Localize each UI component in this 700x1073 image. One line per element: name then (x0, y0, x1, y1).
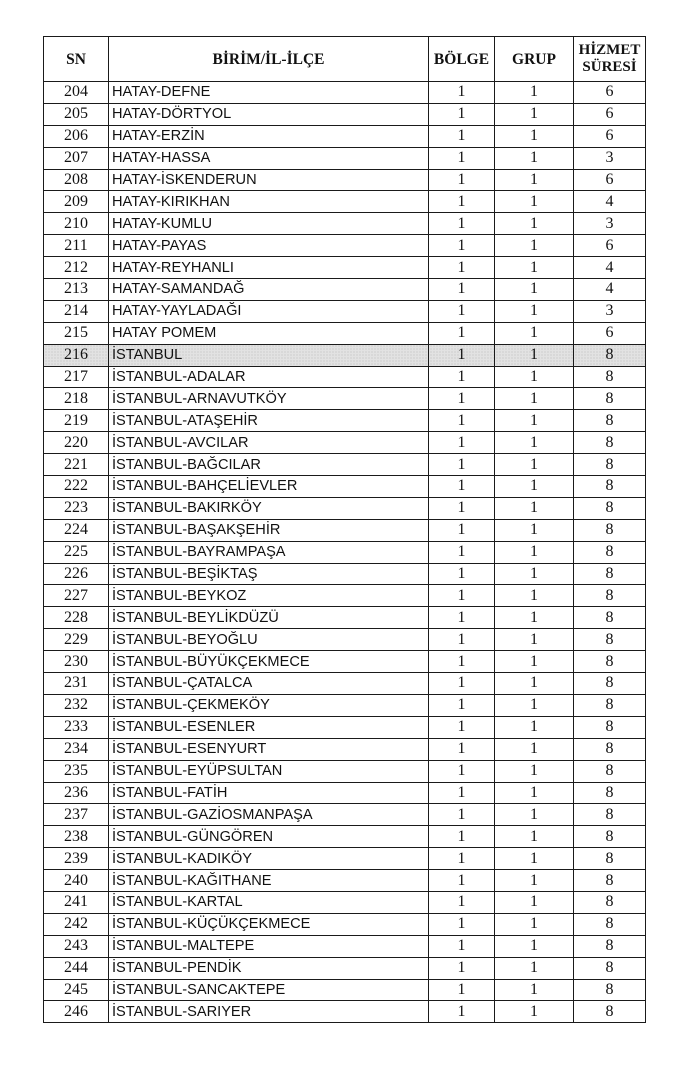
cell-region: 1 (429, 541, 495, 563)
cell-group: 1 (495, 497, 574, 519)
cell-region: 1 (429, 563, 495, 585)
cell-sn: 231 (44, 673, 109, 695)
cell-unit-name: İSTANBUL-MALTEPE (109, 935, 429, 957)
cell-service-duration: 8 (574, 497, 646, 519)
cell-service-duration: 8 (574, 607, 646, 629)
cell-service-duration: 3 (574, 147, 646, 169)
cell-service-duration: 8 (574, 782, 646, 804)
cell-group: 1 (495, 300, 574, 322)
table-row (44, 716, 646, 738)
table-row (44, 629, 646, 651)
table-row (44, 563, 646, 585)
table-row (44, 870, 646, 892)
cell-region: 1 (429, 782, 495, 804)
cell-sn: 240 (44, 870, 109, 892)
cell-sn: 239 (44, 848, 109, 870)
cell-sn: 237 (44, 804, 109, 826)
cell-region: 1 (429, 235, 495, 257)
cell-group: 1 (495, 782, 574, 804)
cell-sn: 217 (44, 366, 109, 388)
table-row (44, 213, 646, 235)
cell-group: 1 (495, 366, 574, 388)
cell-group: 1 (495, 738, 574, 760)
table-row (44, 935, 646, 957)
cell-service-duration: 4 (574, 191, 646, 213)
cell-group: 1 (495, 804, 574, 826)
cell-unit-name: İSTANBUL-GÜNGÖREN (109, 826, 429, 848)
cell-unit-name: HATAY-HASSA (109, 147, 429, 169)
cell-unit-name: HATAY POMEM (109, 322, 429, 344)
cell-unit-name: İSTANBUL-KARTAL (109, 891, 429, 913)
cell-group: 1 (495, 607, 574, 629)
cell-group: 1 (495, 716, 574, 738)
cell-unit-name: HATAY-DEFNE (109, 82, 429, 104)
cell-sn: 207 (44, 147, 109, 169)
cell-unit-name: İSTANBUL-BAŞAKŞEHİR (109, 519, 429, 541)
cell-unit-name: HATAY-YAYLADAĞI (109, 300, 429, 322)
cell-unit-name: İSTANBUL-BÜYÜKÇEKMECE (109, 651, 429, 673)
cell-region: 1 (429, 82, 495, 104)
cell-sn: 236 (44, 782, 109, 804)
document-page (43, 36, 645, 1023)
table-row (44, 760, 646, 782)
cell-region: 1 (429, 366, 495, 388)
cell-unit-name: İSTANBUL-FATİH (109, 782, 429, 804)
cell-service-duration: 8 (574, 738, 646, 760)
cell-unit-name: İSTANBUL-GAZİOSMANPAŞA (109, 804, 429, 826)
cell-region: 1 (429, 257, 495, 279)
table-row (44, 125, 646, 147)
cell-sn: 218 (44, 388, 109, 410)
cell-service-duration: 8 (574, 760, 646, 782)
cell-service-duration: 3 (574, 213, 646, 235)
table-row (44, 366, 646, 388)
cell-service-duration: 8 (574, 344, 646, 366)
cell-service-duration: 3 (574, 300, 646, 322)
cell-sn: 223 (44, 497, 109, 519)
cell-group: 1 (495, 585, 574, 607)
cell-group: 1 (495, 629, 574, 651)
cell-group: 1 (495, 454, 574, 476)
table-row (44, 497, 646, 519)
cell-region: 1 (429, 870, 495, 892)
cell-group: 1 (495, 147, 574, 169)
cell-region: 1 (429, 497, 495, 519)
cell-region: 1 (429, 629, 495, 651)
cell-group: 1 (495, 541, 574, 563)
cell-region: 1 (429, 147, 495, 169)
cell-unit-name: İSTANBUL-BEYKOZ (109, 585, 429, 607)
cell-region: 1 (429, 476, 495, 498)
cell-unit-name: HATAY-DÖRTYOL (109, 103, 429, 125)
cell-sn: 221 (44, 454, 109, 476)
table-row (44, 103, 646, 125)
cell-service-duration: 8 (574, 891, 646, 913)
cell-sn: 206 (44, 125, 109, 147)
cell-sn: 227 (44, 585, 109, 607)
cell-group: 1 (495, 563, 574, 585)
header-unit-name: BİRİM/İL-İLÇE (109, 37, 429, 82)
cell-unit-name: İSTANBUL-BAHÇELİEVLER (109, 476, 429, 498)
cell-service-duration: 8 (574, 432, 646, 454)
cell-group: 1 (495, 82, 574, 104)
cell-sn: 210 (44, 213, 109, 235)
table-row (44, 235, 646, 257)
cell-sn: 212 (44, 257, 109, 279)
cell-sn: 226 (44, 563, 109, 585)
cell-region: 1 (429, 607, 495, 629)
cell-sn: 220 (44, 432, 109, 454)
cell-region: 1 (429, 388, 495, 410)
cell-unit-name: İSTANBUL-BAĞCILAR (109, 454, 429, 476)
cell-group: 1 (495, 388, 574, 410)
cell-service-duration: 8 (574, 519, 646, 541)
cell-group: 1 (495, 694, 574, 716)
cell-unit-name: İSTANBUL-AVCILAR (109, 432, 429, 454)
cell-group: 1 (495, 432, 574, 454)
cell-sn: 216 (44, 344, 109, 366)
cell-service-duration: 8 (574, 410, 646, 432)
cell-service-duration: 8 (574, 979, 646, 1001)
cell-group: 1 (495, 257, 574, 279)
cell-unit-name: İSTANBUL-ADALAR (109, 366, 429, 388)
cell-sn: 215 (44, 322, 109, 344)
cell-unit-name: HATAY-PAYAS (109, 235, 429, 257)
cell-region: 1 (429, 651, 495, 673)
cell-service-duration: 6 (574, 235, 646, 257)
cell-service-duration: 8 (574, 541, 646, 563)
cell-region: 1 (429, 979, 495, 1001)
table-row (44, 891, 646, 913)
cell-region: 1 (429, 673, 495, 695)
cell-region: 1 (429, 432, 495, 454)
table-row (44, 826, 646, 848)
cell-sn: 230 (44, 651, 109, 673)
table-header (44, 37, 646, 82)
cell-sn: 228 (44, 607, 109, 629)
cell-sn: 211 (44, 235, 109, 257)
cell-region: 1 (429, 191, 495, 213)
cell-group: 1 (495, 891, 574, 913)
cell-service-duration: 8 (574, 629, 646, 651)
cell-group: 1 (495, 213, 574, 235)
table-row (44, 344, 646, 366)
cell-group: 1 (495, 519, 574, 541)
table-row (44, 848, 646, 870)
cell-region: 1 (429, 300, 495, 322)
table-row (44, 322, 646, 344)
cell-service-duration: 8 (574, 716, 646, 738)
cell-group: 1 (495, 103, 574, 125)
table-row (44, 1001, 646, 1023)
table-row (44, 519, 646, 541)
cell-group: 1 (495, 344, 574, 366)
table-row (44, 913, 646, 935)
table-row (44, 82, 646, 104)
cell-unit-name: İSTANBUL-PENDİK (109, 957, 429, 979)
cell-sn: 235 (44, 760, 109, 782)
cell-unit-name: İSTANBUL-BEYLİKDÜZÜ (109, 607, 429, 629)
cell-service-duration: 8 (574, 476, 646, 498)
table-row (44, 410, 646, 432)
cell-region: 1 (429, 454, 495, 476)
cell-group: 1 (495, 935, 574, 957)
cell-group: 1 (495, 191, 574, 213)
cell-region: 1 (429, 891, 495, 913)
table-row (44, 279, 646, 301)
cell-group: 1 (495, 913, 574, 935)
header-region: BÖLGE (429, 37, 495, 82)
cell-sn: 245 (44, 979, 109, 1001)
table-row (44, 191, 646, 213)
cell-unit-name: İSTANBUL-BAYRAMPAŞA (109, 541, 429, 563)
cell-region: 1 (429, 169, 495, 191)
cell-unit-name: İSTANBUL-ARNAVUTKÖY (109, 388, 429, 410)
cell-sn: 204 (44, 82, 109, 104)
table-row (44, 651, 646, 673)
cell-service-duration: 8 (574, 935, 646, 957)
table-row (44, 738, 646, 760)
table-row (44, 541, 646, 563)
header-service-duration-line1: HİZMET (578, 42, 641, 58)
cell-region: 1 (429, 848, 495, 870)
table-body (44, 82, 646, 1023)
cell-unit-name: İSTANBUL-KÜÇÜKÇEKMECE (109, 913, 429, 935)
cell-unit-name: İSTANBUL-KAĞITHANE (109, 870, 429, 892)
cell-region: 1 (429, 913, 495, 935)
cell-sn: 222 (44, 476, 109, 498)
cell-unit-name: HATAY-SAMANDAĞ (109, 279, 429, 301)
cell-region: 1 (429, 585, 495, 607)
cell-unit-name: HATAY-İSKENDERUN (109, 169, 429, 191)
cell-sn: 246 (44, 1001, 109, 1023)
table-row (44, 607, 646, 629)
cell-group: 1 (495, 760, 574, 782)
table-row (44, 454, 646, 476)
header-sn: SN (44, 37, 109, 82)
cell-group: 1 (495, 870, 574, 892)
cell-group: 1 (495, 979, 574, 1001)
cell-sn: 232 (44, 694, 109, 716)
cell-service-duration: 8 (574, 563, 646, 585)
table-row (44, 169, 646, 191)
cell-group: 1 (495, 651, 574, 673)
cell-service-duration: 8 (574, 913, 646, 935)
cell-unit-name: İSTANBUL-ESENYURT (109, 738, 429, 760)
cell-unit-name: İSTANBUL-BEŞİKTAŞ (109, 563, 429, 585)
cell-sn: 234 (44, 738, 109, 760)
cell-unit-name: İSTANBUL-ÇEKMEKÖY (109, 694, 429, 716)
cell-unit-name: İSTANBUL-BEYOĞLU (109, 629, 429, 651)
cell-service-duration: 8 (574, 826, 646, 848)
table-row (44, 257, 646, 279)
cell-sn: 224 (44, 519, 109, 541)
cell-region: 1 (429, 519, 495, 541)
cell-sn: 229 (44, 629, 109, 651)
table-row (44, 432, 646, 454)
cell-group: 1 (495, 476, 574, 498)
table-row (44, 782, 646, 804)
cell-service-duration: 8 (574, 848, 646, 870)
table-row (44, 694, 646, 716)
cell-group: 1 (495, 279, 574, 301)
cell-service-duration: 6 (574, 125, 646, 147)
cell-unit-name: İSTANBUL-SARIYER (109, 1001, 429, 1023)
cell-region: 1 (429, 694, 495, 716)
cell-unit-name: İSTANBUL-KADIKÖY (109, 848, 429, 870)
cell-region: 1 (429, 103, 495, 125)
cell-group: 1 (495, 322, 574, 344)
cell-service-duration: 4 (574, 257, 646, 279)
cell-region: 1 (429, 344, 495, 366)
cell-service-duration: 8 (574, 366, 646, 388)
header-service-duration (574, 37, 646, 82)
cell-service-duration: 8 (574, 957, 646, 979)
cell-group: 1 (495, 957, 574, 979)
cell-sn: 209 (44, 191, 109, 213)
cell-sn: 241 (44, 891, 109, 913)
cell-unit-name: İSTANBUL (109, 344, 429, 366)
cell-group: 1 (495, 235, 574, 257)
cell-unit-name: HATAY-ERZİN (109, 125, 429, 147)
cell-sn: 225 (44, 541, 109, 563)
cell-region: 1 (429, 760, 495, 782)
cell-service-duration: 8 (574, 585, 646, 607)
cell-service-duration: 6 (574, 169, 646, 191)
cell-region: 1 (429, 279, 495, 301)
cell-unit-name: HATAY-REYHANLI (109, 257, 429, 279)
cell-sn: 213 (44, 279, 109, 301)
cell-service-duration: 8 (574, 673, 646, 695)
table-row (44, 388, 646, 410)
header-row (44, 37, 646, 82)
cell-sn: 242 (44, 913, 109, 935)
cell-region: 1 (429, 213, 495, 235)
cell-group: 1 (495, 848, 574, 870)
cell-unit-name: İSTANBUL-EYÜPSULTAN (109, 760, 429, 782)
cell-group: 1 (495, 169, 574, 191)
cell-unit-name: İSTANBUL-ÇATALCA (109, 673, 429, 695)
cell-service-duration: 4 (574, 279, 646, 301)
cell-service-duration: 8 (574, 454, 646, 476)
cell-service-duration: 6 (574, 322, 646, 344)
cell-sn: 214 (44, 300, 109, 322)
cell-sn: 238 (44, 826, 109, 848)
header-service-duration-line2: SÜRESİ (582, 59, 637, 75)
cell-group: 1 (495, 410, 574, 432)
cell-sn: 205 (44, 103, 109, 125)
cell-unit-name: HATAY-KUMLU (109, 213, 429, 235)
table-row (44, 585, 646, 607)
cell-region: 1 (429, 957, 495, 979)
table-row (44, 979, 646, 1001)
cell-service-duration: 6 (574, 82, 646, 104)
cell-sn: 233 (44, 716, 109, 738)
cell-unit-name: İSTANBUL-BAKIRKÖY (109, 497, 429, 519)
cell-region: 1 (429, 935, 495, 957)
table-row (44, 804, 646, 826)
cell-service-duration: 8 (574, 870, 646, 892)
cell-region: 1 (429, 410, 495, 432)
cell-sn: 243 (44, 935, 109, 957)
cell-sn: 244 (44, 957, 109, 979)
cell-region: 1 (429, 125, 495, 147)
cell-service-duration: 8 (574, 804, 646, 826)
cell-group: 1 (495, 125, 574, 147)
table-row (44, 673, 646, 695)
table-row (44, 476, 646, 498)
table-row (44, 147, 646, 169)
cell-service-duration: 8 (574, 388, 646, 410)
table-row (44, 300, 646, 322)
cell-service-duration: 8 (574, 651, 646, 673)
cell-group: 1 (495, 673, 574, 695)
service-duration-table (43, 36, 646, 1023)
cell-service-duration: 8 (574, 694, 646, 716)
cell-unit-name: İSTANBUL-ESENLER (109, 716, 429, 738)
cell-unit-name: İSTANBUL-ATAŞEHİR (109, 410, 429, 432)
cell-region: 1 (429, 804, 495, 826)
cell-group: 1 (495, 826, 574, 848)
cell-sn: 219 (44, 410, 109, 432)
cell-unit-name: HATAY-KIRIKHAN (109, 191, 429, 213)
cell-region: 1 (429, 738, 495, 760)
table-row (44, 957, 646, 979)
cell-region: 1 (429, 322, 495, 344)
cell-service-duration: 8 (574, 1001, 646, 1023)
cell-unit-name: İSTANBUL-SANCAKTEPE (109, 979, 429, 1001)
cell-service-duration: 6 (574, 103, 646, 125)
cell-sn: 208 (44, 169, 109, 191)
cell-region: 1 (429, 1001, 495, 1023)
cell-region: 1 (429, 716, 495, 738)
cell-group: 1 (495, 1001, 574, 1023)
cell-region: 1 (429, 826, 495, 848)
header-group: GRUP (495, 37, 574, 82)
